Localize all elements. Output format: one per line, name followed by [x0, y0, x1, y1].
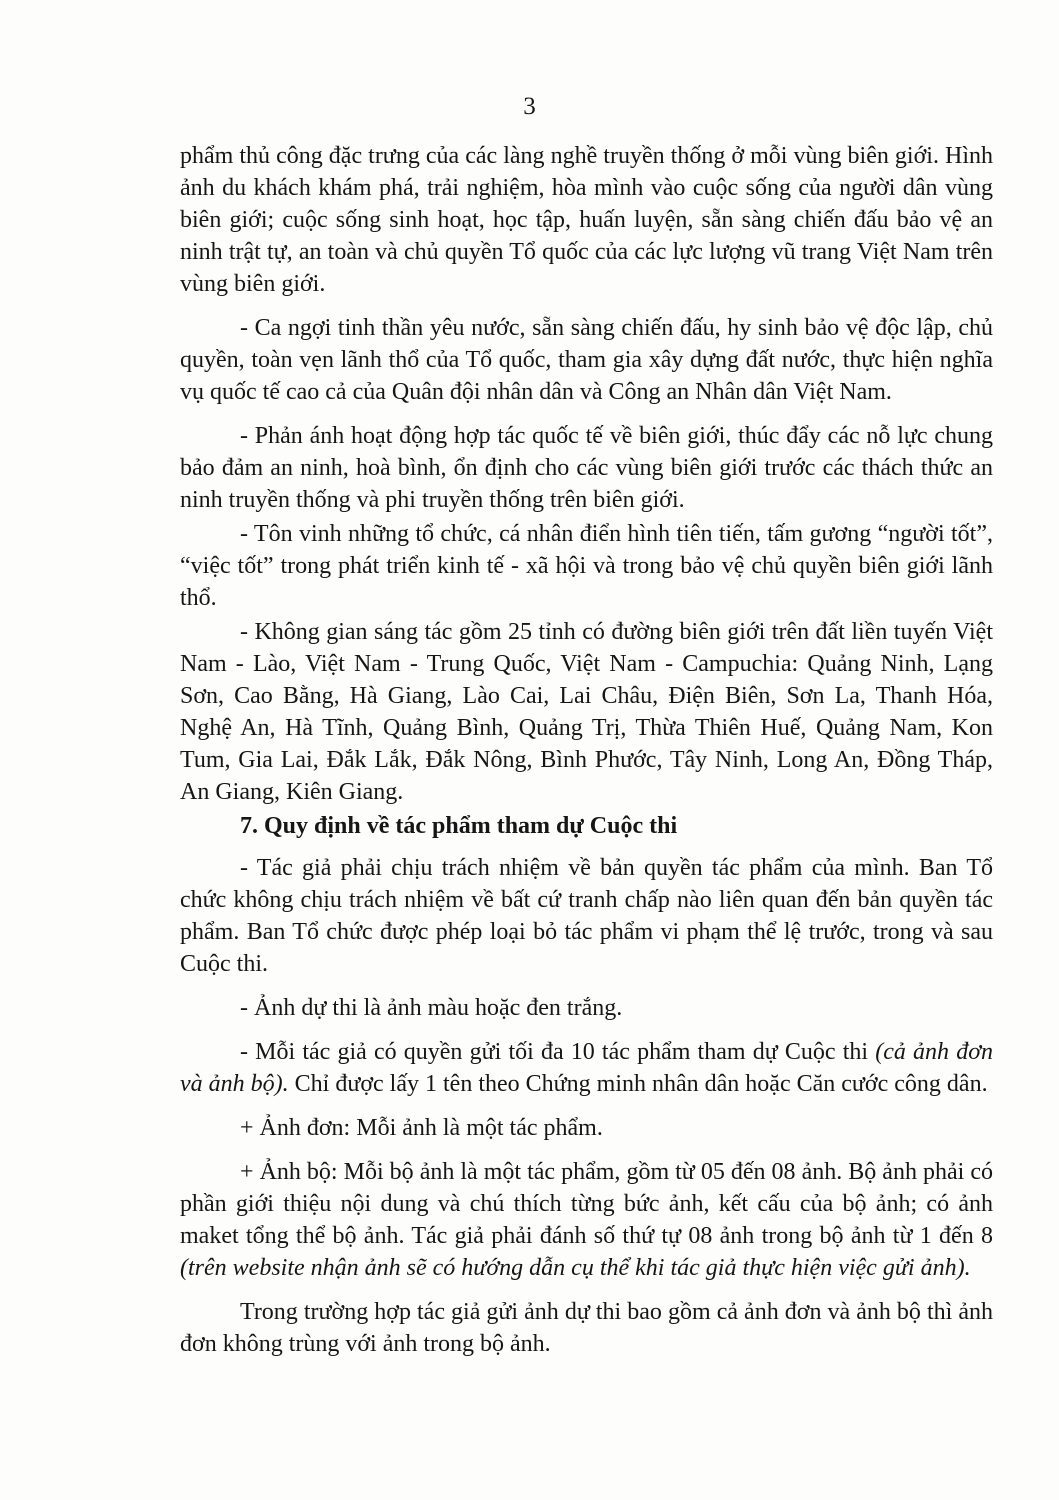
- paragraph-photo-series: [180, 1156, 993, 1284]
- paragraph-max-entries: [180, 1036, 993, 1100]
- max-entries-italic: (cả ảnh đơn và ảnh bộ).: [180, 1039, 994, 1097]
- paragraph-patriotism: - Ca ngợi tinh thần yêu nước, sẵn sàng chiến đấu, hy sinh bảo vệ độc lập, chủ quyền, toàn vẹn lãnh thổ của Tổ quốc, tham gia xây dựng đất nước, thực hiện nghĩa vụ quốc tế cao cả của Quân đội nhân dân và Công an Nhân dân Việt Nam.: [180, 315, 993, 405]
- max-entries-text: - Mỗi tác giả có quyền gửi tối đa 10 tác phẩm tham dự Cuộc thi: [240, 1039, 876, 1065]
- paragraph-honoring-individuals: - Tôn vinh những tổ chức, cá nhân điển hình tiên tiến, tấm gương “người tốt”, “việc tốt” trong phát triển kinh tế - xã hội và trong bảo vệ chủ quyền biên giới lãnh thổ.: [180, 521, 993, 611]
- photo-series-text: + Ảnh bộ: Mỗi bộ ảnh là một tác phẩm, gồm từ 05 đến 08 ảnh. Bộ ảnh phải có phần giới thiệu nội dung và chú thích từng bức ảnh, kết cấu của bộ ảnh; có ảnh maket tổng thể bộ ảnh. Tác giả phải đánh số thứ tự 08 ảnh trong bộ ảnh từ 1 đến 8: [180, 1159, 993, 1249]
- page-number: 3: [523, 93, 536, 120]
- paragraph-creative-space-provinces: - Không gian sáng tác gồm 25 tỉnh có đường biên giới trên đất liền tuyến Việt Nam - Lào, Việt Nam - Trung Quốc, Việt Nam - Campuchia: Quảng Ninh, Lạng Sơn, Cao Bằng, Hà Giang, Lào Cai, Lai Châu, Điện Biên, Sơn La, Thanh Hóa, Nghệ An, Hà Tĩnh, Quảng Bình, Quảng Trị, Thừa Thiên Huế, Quảng Nam, Kon Tum, Gia Lai, Đắk Lắk, Đắk Nông, Bình Phước, Tây Ninh, Long An, Đồng Tháp, An Giang, Kiên Giang.: [180, 619, 993, 805]
- paragraph-copyright-responsibility: - Tác giả phải chịu trách nhiệm về bản quyền tác phẩm của mình. Ban Tổ chức không chịu trách nhiệm về bất cứ tranh chấp nào liên quan đến bản quyền tác phẩm. Ban Tổ chức được phép loại bỏ tác phẩm vi phạm thể lệ trước, trong và sau Cuộc thi.: [180, 855, 993, 977]
- photo-series-italic: (trên website nhận ảnh sẽ có hướng dẫn cụ thể khi tác giả thực hiện việc gửi ảnh).: [180, 1255, 971, 1281]
- paragraph-single-photo: + Ảnh đơn: Mỗi ảnh là một tác phẩm.: [240, 1115, 603, 1141]
- section-heading-rules: 7. Quy định về tác phẩm tham dự Cuộc thi: [240, 813, 678, 839]
- max-entries-tail: Chỉ được lấy 1 tên theo Chứng minh nhân dân hoặc Căn cước công dân.: [288, 1071, 988, 1097]
- paragraph-single-vs-series: Trong trường hợp tác giả gửi ảnh dự thi bao gồm cả ảnh đơn và ảnh bộ thì ảnh đơn không trùng với ảnh trong bộ ảnh.: [180, 1299, 993, 1357]
- paragraph-handicraft-images: phẩm thủ công đặc trưng của các làng nghề truyền thống ở mỗi vùng biên giới. Hình ảnh du khách khám phá, trải nghiệm, hòa mình vào cuộc sống của người dân vùng biên giới; cuộc sống sinh hoạt, học tập, huấn luyện, sẵn sàng chiến đấu bảo vệ an ninh trật tự, an toàn và chủ quyền Tổ quốc của các lực lượng vũ trang Việt Nam trên vùng biên giới.: [180, 143, 993, 297]
- document-body: [180, 140, 993, 1372]
- paragraph-photo-color: - Ảnh dự thi là ảnh màu hoặc đen trắng.: [240, 995, 623, 1021]
- paragraph-international-cooperation: - Phản ánh hoạt động hợp tác quốc tế về biên giới, thúc đẩy các nỗ lực chung bảo đảm an ninh, hoà bình, ổn định cho các vùng biên giới trước các thách thức an ninh truyền thống và phi truyền thống trên biên giới.: [180, 423, 993, 513]
